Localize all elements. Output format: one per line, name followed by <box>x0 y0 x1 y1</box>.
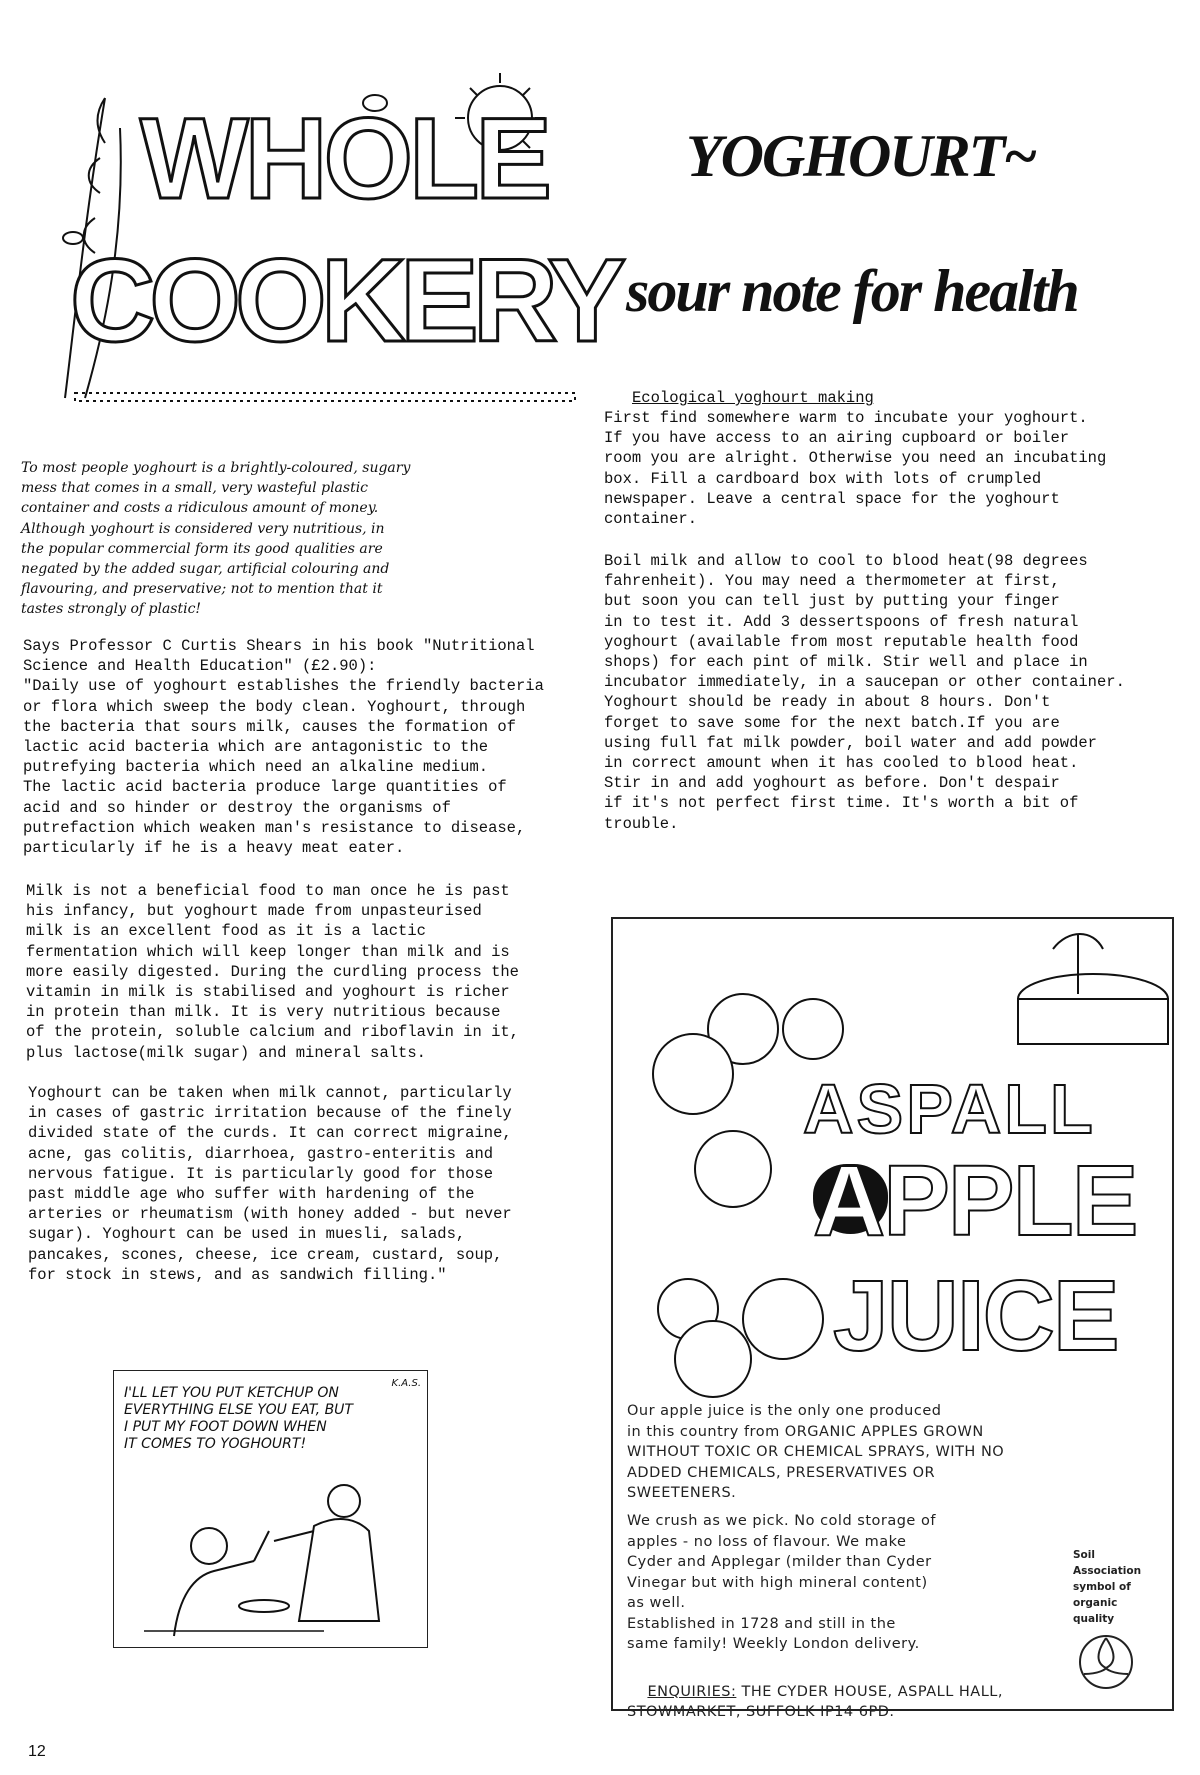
body-paragraph-2: Milk is not a beneficial food to man once he is past his infancy, but yoghourt made from unpasteurised milk is an excellent food as it is a lactic fermentation which will keep longer than milk and is more easily digested. During the curdling process the vitamin in milk is stabilised and yoghourt is richer in protein than milk. It is very nutritious because of the protein, soluble calcium and riboflavin in it, plus lactose(milk sugar) and mineral salts. <box>26 882 519 1062</box>
ad-product-line2: JUICE <box>833 1260 1118 1372</box>
ad-product-line1: APPLE <box>813 1145 1137 1257</box>
logo-line-whole: WHOLE <box>140 95 548 223</box>
cartoon-drawing <box>114 1456 427 1646</box>
cartoon-signature: K.A.S. <box>391 1378 421 1389</box>
intro-paragraph: To most people yoghourt is a brightly-coloured, sugary mess that comes in a small, very wasteful plastic container and costs a ridiculous amount of money. Although yoghourt is considered very nutritious, in the popular commercial form its good qualities are negated by the added sugar, artificial colouring and flavouring, and preservative; not to mention that it tastes strongly of plastic! <box>21 460 411 618</box>
ad-paragraph-1: Our apple juice is the only one produced in this country from ORGANIC APPLES GROWN WITHOUT TOXIC OR CHEMICAL SPRAYS, WITH NO ADDED CHEMICALS, PRESERVATIVES OR SWEETENERS. <box>627 1403 1005 1501</box>
body-paragraph-1: Says Professor C Curtis Shears in his book "Nutritional Science and Health Education" (£2.90): "Daily use of yoghourt establishes the friendly bacteria or flora which sweep the body clean. Yoghourt, through the bacteria that sours milk, causes the formation of lactic acid bacteria which are antagonistic to the putrefying bacteria which need an alkaline medium. The lactic acid bacteria produce large quantities of acid and so hinder or destroy the organisms of putrefaction which weaken man's resistance to disease, particularly if he is a heavy meat eater. <box>23 637 544 858</box>
ad-enquiries <box>627 1661 1003 1743</box>
body-paragraph-3: Yoghourt can be taken when milk cannot, particularly in cases of gastric irritation because of the finely divided state of the curds. It can correct migraine, acne, gas colitis, diarrhoea, gastro-enteritis and nervous fatigue. It is particularly good for those past middle age who suffer with hardening of the arteries or rheumatism (with honey added - but never sugar). Yoghourt can be used in muesli, salads, pancakes, scones, cheese, ice cream, custard, soup, for stock in stews, and as sandwich filling." <box>28 1084 512 1284</box>
page-number: 12 <box>28 1743 46 1760</box>
whole-cookery-logo <box>45 68 621 408</box>
soil-association-note: Soil Association symbol of organic quality <box>1073 1549 1142 1625</box>
ad-paragraph-2: We crush as we pick. No cold storage of apples - no loss of flavour. We make Cyder and Applegar (milder than Cyder Vinegar but with high mineral content) as well. Established in 1728 and still in the same family! Weekly London delivery. <box>627 1513 936 1652</box>
cartoon-panel <box>113 1370 428 1648</box>
enquiries-address: THE CYDER HOUSE, ASPALL HALL, STOWMARKET, SUFFOLK IP14 6PD. <box>627 1683 1003 1720</box>
cartoon-caption: I'LL LET YOU PUT KETCHUP ON EVERYTHING ELSE YOU EAT, BUT I PUT MY FOOT DOWN WHEN IT COMES TO YOGHOURT! <box>124 1385 353 1452</box>
ad-brand: ASPALL <box>803 1070 1096 1148</box>
soil-association-symbol-icon <box>1076 1632 1136 1692</box>
article-title: YOGHOURT~ <box>686 123 1036 189</box>
enquiries-label: ENQUIRIES: <box>647 1683 737 1700</box>
aspall-advert <box>611 917 1174 1720</box>
right-paragraph-1: First find somewhere warm to incubate your yoghourt. If you have access to an airing cupboard or boiler room you are alright. Otherwise you need an incubating box. Fill a cardboard box with lots of crumpled newspaper. Leave a central space for the yoghourt container. <box>604 409 1107 529</box>
logo-line-cookery: COOKERY <box>70 235 621 367</box>
right-paragraph-2: Boil milk and allow to cool to blood heat(98 degrees fahrenheit). You may need a thermometer at first, but soon you can tell just by putting your finger in to test it. Add 3 dessertspoons of fresh natural yoghourt (available from most reputable health food shops) for each pint of milk. Stir well and place in incubator immediately, in a saucepan or other container. Yoghourt should be ready in about 8 hours. Don't forget to save some for the next batch.If you are using full fat milk powder, boil water and add powder in correct amount when it has cooled to blood heat. Stir in and add yoghourt as before. Don't despair if it's not perfect first time. It's worth a bit of trouble. <box>604 552 1125 833</box>
section-heading: Ecological yoghourt making <box>632 389 874 407</box>
article-subtitle: sour note for health <box>626 258 1078 324</box>
